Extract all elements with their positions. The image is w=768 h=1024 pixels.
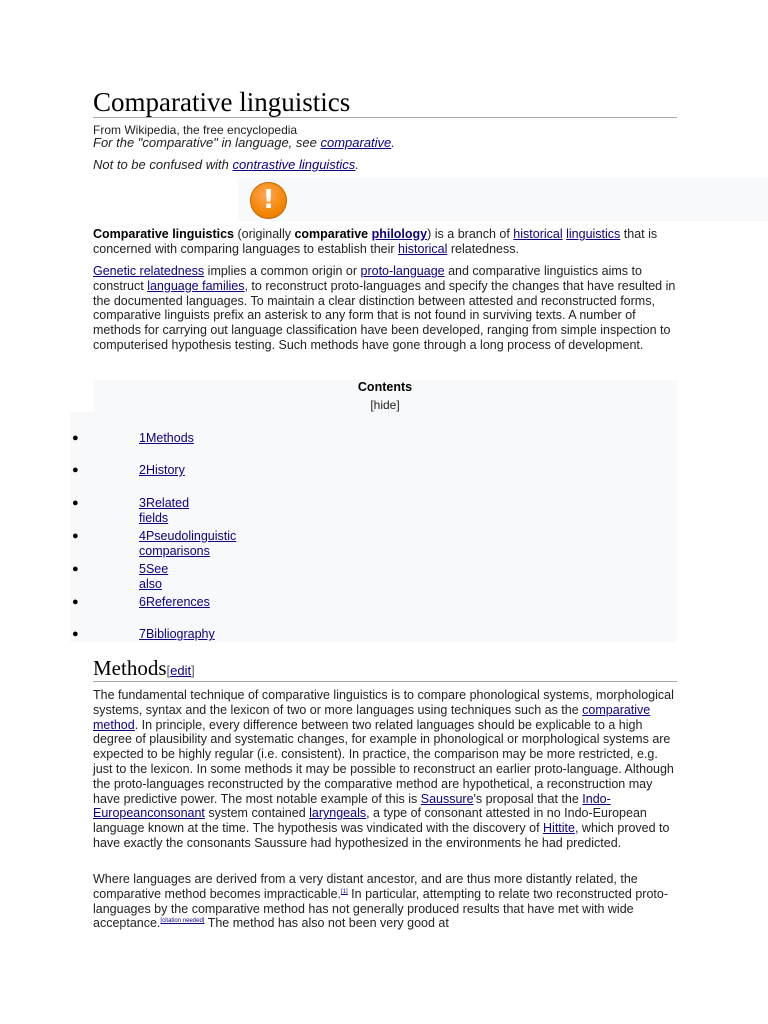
toc-link-methods[interactable]: 1Methods	[139, 431, 194, 445]
citation-needed-link[interactable]: [citation needed]	[160, 918, 205, 925]
saussure-link[interactable]: Saussure	[420, 791, 474, 806]
methods-paragraph-1: The fundamental technique of comparative linguistics is to compare phonological systems, morphological systems, syntax and the lexicon of two or more languages using techniques such as the comparative method. In principle, every difference between two related languages should be explicable to a high degree of plausibility and systematic changes, for example in phonological or morphological systems are expected to be highly regular (i.e. consistent). In practice, the comparison may be more restricted, e.g. just to the lexicon. In some methods it may be possible to reconstruct an earlier proto-language. Although the proto-languages reconstructed by the comparative method are hypothetical, a reconstruction may have predictive power. The most notable example of this is Saussure's proposal that the Indo-Europeanconsonant system contained laryngeals, a type of consonant attested in no Indo-European language known at the time. The hypothesis was vindicated with the discovery of Hittite, which proved to have exactly the consonants Saussure had hypothesized in the environments he had predicted.	[93, 688, 674, 850]
bullet-icon: ●	[72, 530, 79, 542]
indo-european-link[interactable]: Indo-European	[93, 791, 611, 821]
bullet-icon: ●	[72, 628, 79, 640]
edit-section-link[interactable]: edit	[170, 663, 192, 678]
proto-language-link[interactable]: proto-language	[360, 264, 445, 278]
reference-1-link[interactable]: [1]	[341, 888, 348, 895]
toc-link-pseudolinguistic[interactable]: 4Pseudolinguistic comparisons	[139, 529, 237, 558]
lead-paragraph-1: Comparative linguistics (originally comparative philology) is a branch of historical linguistics that is concerned with comparing languages to establish their historical relatedness.	[93, 227, 658, 256]
toc-link-bibliography[interactable]: 7Bibliography	[139, 627, 215, 641]
hittite-link[interactable]: Hittite	[543, 821, 575, 836]
genetic-relatedness-link[interactable]: Genetic relatedness	[93, 264, 205, 278]
tagline: From Wikipedia, the free encyclopedia	[93, 123, 298, 137]
bullet-icon: ●	[72, 563, 79, 575]
toc-link-related-fields[interactable]: 3Related fields	[139, 496, 190, 525]
lead-paragraph-2: Genetic relatedness implies a common origin or proto-language and comparative linguistics aims to construct language families, to reconstruct proto-languages and specify the changes that have resulted in the documented languages. To maintain a clear distinction between attested and reconstructed forms, comparative linguists prefix an asterisk to any form that is not found in surviving texts. A number of methods for carrying out language classification have been developed, ranging from simple inspection to computerised hypothesis testing. Such methods have gone through a long process of development.	[93, 264, 676, 352]
toc-title: Contents	[357, 380, 413, 394]
language-families-link[interactable]: language families	[147, 278, 245, 293]
comparative-link[interactable]: comparative	[320, 135, 392, 150]
toc-link-history[interactable]: 2History	[139, 463, 185, 477]
section-heading-methods: Methods[edit]	[93, 656, 195, 680]
laryngeals-link[interactable]: laryngeals	[309, 806, 367, 821]
exclamation-circle-icon: !	[250, 182, 287, 219]
edit-section-link-wrapper: [edit]	[166, 663, 195, 678]
comparative-method-link[interactable]: comparative method	[93, 702, 651, 732]
title-divider	[93, 117, 677, 118]
notice-box	[238, 178, 768, 221]
philology-link[interactable]: philology	[371, 227, 428, 241]
bullet-icon: ●	[72, 432, 79, 444]
toc-hide-link[interactable]: [hide]	[370, 398, 400, 412]
historical-linguistics-link-b[interactable]: linguistics	[566, 227, 621, 241]
historical-link[interactable]: historical	[398, 241, 448, 256]
consonant-link[interactable]: consonant	[147, 806, 205, 821]
methods-paragraph-2: Where languages are derived from a very distant ancestor, and are thus more distantly related, the comparative method becomes impracticable.[1] In particular, attempting to relate two reconstructed proto-languages by the comparative method has not generally produced results that have met with wide acceptance.[citation needed] The method has also not been very good at	[93, 872, 669, 931]
page-title: Comparative linguistics	[93, 87, 351, 117]
toc-link-references[interactable]: 6References	[139, 595, 210, 609]
bullet-icon: ●	[72, 464, 79, 476]
contrastive-linguistics-link[interactable]: contrastive linguistics	[232, 157, 356, 172]
hatnote-contrastive: Not to be confused with contrastive linguistics.	[93, 157, 359, 172]
bullet-icon: ●	[72, 497, 79, 509]
toc-link-see-also[interactable]: 5See also	[139, 562, 169, 591]
hatnote-comparative: For the "comparative" in language, see comparative.	[93, 135, 395, 150]
bullet-icon: ●	[72, 596, 79, 608]
toc-hide-toggle[interactable]	[93, 398, 677, 412]
historical-linguistics-link-a[interactable]: historical	[513, 227, 563, 241]
section-divider	[93, 681, 677, 682]
